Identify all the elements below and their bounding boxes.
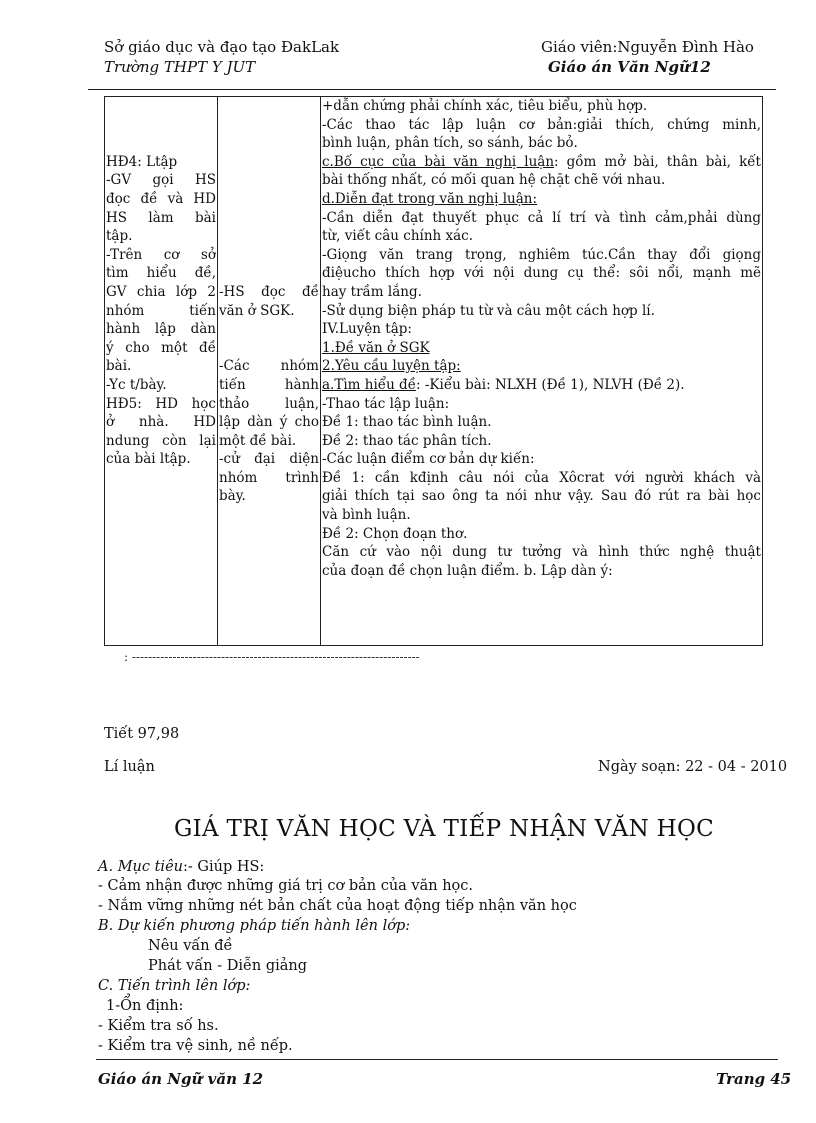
student-line [219, 320, 319, 339]
content-line: -Các luận điểm cơ bản dự kiến: [322, 451, 535, 468]
footer-title: Giáo án Ngữ văn 12 [98, 1070, 264, 1088]
dash-separator: : ----------------------------------------------------------------------- [124, 650, 420, 664]
content-line: -Cần diễn đạt thuyết phục cả lí trí và tình cảm,phải dùng [322, 209, 761, 226]
teacher-name: Giáo viên:Nguyễn Đình Hào [541, 38, 754, 56]
activity-line: tập. [106, 228, 133, 245]
procedure-step-3: - Kiểm tra vệ sinh, nề nếp. [98, 1038, 293, 1054]
header-rule [88, 89, 776, 90]
student-line: lập dàn ý cho [219, 414, 319, 431]
activity-line: GV chia lớp 2 [106, 283, 216, 300]
content-line: bài thống nhất, có mối quan hệ chặt chẽ với nhau. [322, 172, 666, 189]
activity-line: của bài ltập. [106, 451, 191, 468]
activity-line: nhóm tiến [106, 302, 216, 319]
content-line: Đề 1: thao tác bình luận. [322, 414, 492, 431]
student-line [219, 116, 319, 135]
student-column [218, 97, 321, 646]
content-line: -Giọng văn trang trọng, nghiêm túc.Cần thay đổi giọng [322, 246, 761, 263]
activity-column [105, 97, 218, 646]
page-number: Trang 45 [716, 1070, 792, 1088]
student-line [219, 339, 319, 358]
activity-line: ndung còn lại [106, 432, 216, 449]
content-line: Căn cứ vào nội dung tư tưởng và hình thức nghệ thuật [322, 544, 761, 561]
content-line: bình luận, phân tích, so sánh, bác bỏ. [322, 135, 578, 152]
student-line [219, 97, 319, 116]
student-line [219, 134, 319, 153]
content-line: 1.Đề văn ở SGK [322, 339, 430, 356]
content-line: 2.Yêu cầu luyện tập: [322, 358, 461, 375]
content-line: IV.Luyện tập: [322, 321, 412, 338]
activity-line [106, 116, 216, 135]
activity-line: hành lập dàn [106, 321, 216, 338]
method-1: Nêu vấn đề [148, 938, 233, 954]
objectives-line [98, 858, 264, 878]
method-heading: B. Dự kiến phương pháp tiến hành lên lớp: [98, 918, 411, 934]
content-column [321, 97, 763, 646]
content-line: d.Diễn đạt trong văn nghị luận: [322, 190, 538, 207]
activity-line: -Yc t/bày. [106, 376, 167, 393]
procedure-step-1: 1-Ổn định: [106, 998, 184, 1014]
content-line: hay trầm lắng. [322, 283, 422, 300]
student-line: bày. [219, 488, 246, 505]
activity-line: ở nhà. HD [106, 414, 216, 431]
content-line: c.Bố cục của bài văn nghị luận: gồm mở bài, thân bài, kết [322, 153, 761, 170]
content-line: +dẫn chứng phải chính xác, tiêu biểu, phù hợp. [322, 98, 648, 114]
student-line: văn ở SGK. [219, 302, 295, 319]
activity-line: -GV gọi HS [106, 172, 216, 189]
student-line: nhóm trình [219, 469, 319, 486]
student-line [219, 246, 319, 265]
student-line [219, 227, 319, 246]
activity-line [106, 97, 216, 116]
content-line: giải thích tại sao ông ta nói như vậy. Sau đó rút ra bài học [322, 488, 761, 505]
content-line: Đề 1: cần kđịnh câu nói của Xôcrat với người khách và [322, 469, 761, 486]
school-subtitle: Trường THPT Y JUT [104, 58, 256, 76]
student-line: -Các nhóm [219, 358, 319, 375]
objective-1: - Cảm nhận được những giá trị cơ bản của văn học. [98, 878, 474, 894]
prepared-date: Ngày soạn: 22 - 04 - 2010 [598, 759, 788, 775]
student-line [219, 171, 319, 190]
content-line: -Các thao tác lập luận cơ bản:giải thích, chứng minh, [322, 116, 761, 133]
footer-rule [96, 1059, 778, 1060]
activity-line: HĐ4: Ltập [106, 153, 178, 170]
activity-line: ý cho một đề [106, 339, 216, 356]
activity-line: tìm hiểu đề, [106, 265, 216, 282]
student-line [219, 153, 319, 172]
content-line: -Sử dụng biện pháp tu từ và câu một cách hợp lí. [322, 302, 655, 319]
lesson-plan-label: Giáo án Văn Ngữ12 [548, 58, 711, 76]
activity-line: bài. [106, 358, 132, 375]
content-line: a.Tìm hiểu đề: -Kiểu bài: NLXH (Đề 1), NLVH (Đề 2). [322, 376, 685, 393]
lesson-type: Lí luận [104, 759, 155, 775]
content-line: -Thao tác lập luận: [322, 395, 450, 412]
content-line: Đề 2: Chọn đoạn thơ. [322, 525, 468, 542]
student-line [219, 209, 319, 228]
objectives-intro: :- Giúp HS: [183, 859, 265, 875]
content-line: từ, viết câu chính xác. [322, 228, 474, 245]
content-line: và bình luận. [322, 507, 411, 524]
student-line [219, 190, 319, 209]
lesson-table [104, 96, 763, 646]
student-line: một đề bài. [219, 432, 297, 449]
student-line: -HS đọc đề [219, 283, 319, 300]
student-line [219, 264, 319, 283]
procedure-step-2: - Kiểm tra số hs. [98, 1018, 219, 1034]
objectives-heading: A. Mục tiêu [98, 859, 183, 875]
student-line: -cử đại diện [219, 451, 319, 468]
method-2: Phát vấn - Diễn giảng [148, 958, 308, 974]
content-line: điệucho thích hợp với nội dung cụ thể: sôi nổi, mạnh mẽ [322, 265, 761, 282]
content-line: của đoạn đề chọn luận điểm. b. Lập dàn ý: [322, 562, 613, 579]
lesson-title: GIÁ TRỊ VĂN HỌC VÀ TIẾP NHẬN VĂN HỌC [173, 816, 715, 842]
procedure-heading: C. Tiến trình lên lớp: [98, 978, 251, 994]
lesson-period: Tiết 97,98 [104, 726, 180, 742]
activity-line: đọc đề và HD [106, 190, 216, 207]
objective-2: - Nắm vững những nét bản chất của hoạt động tiếp nhận văn học [98, 898, 577, 914]
activity-line: HĐ5: HD học [106, 395, 216, 412]
activity-line: HS làm bài [106, 209, 216, 226]
activity-line: -Trên cơ sở [106, 246, 216, 263]
student-line: thảo luận, [219, 395, 319, 412]
student-line: tiến hành [219, 376, 319, 393]
school-name: Sở giáo dục và đạo tạo ĐakLak [104, 38, 340, 56]
activity-line [106, 134, 216, 153]
content-line: Đề 2: thao tác phân tích. [322, 432, 492, 449]
